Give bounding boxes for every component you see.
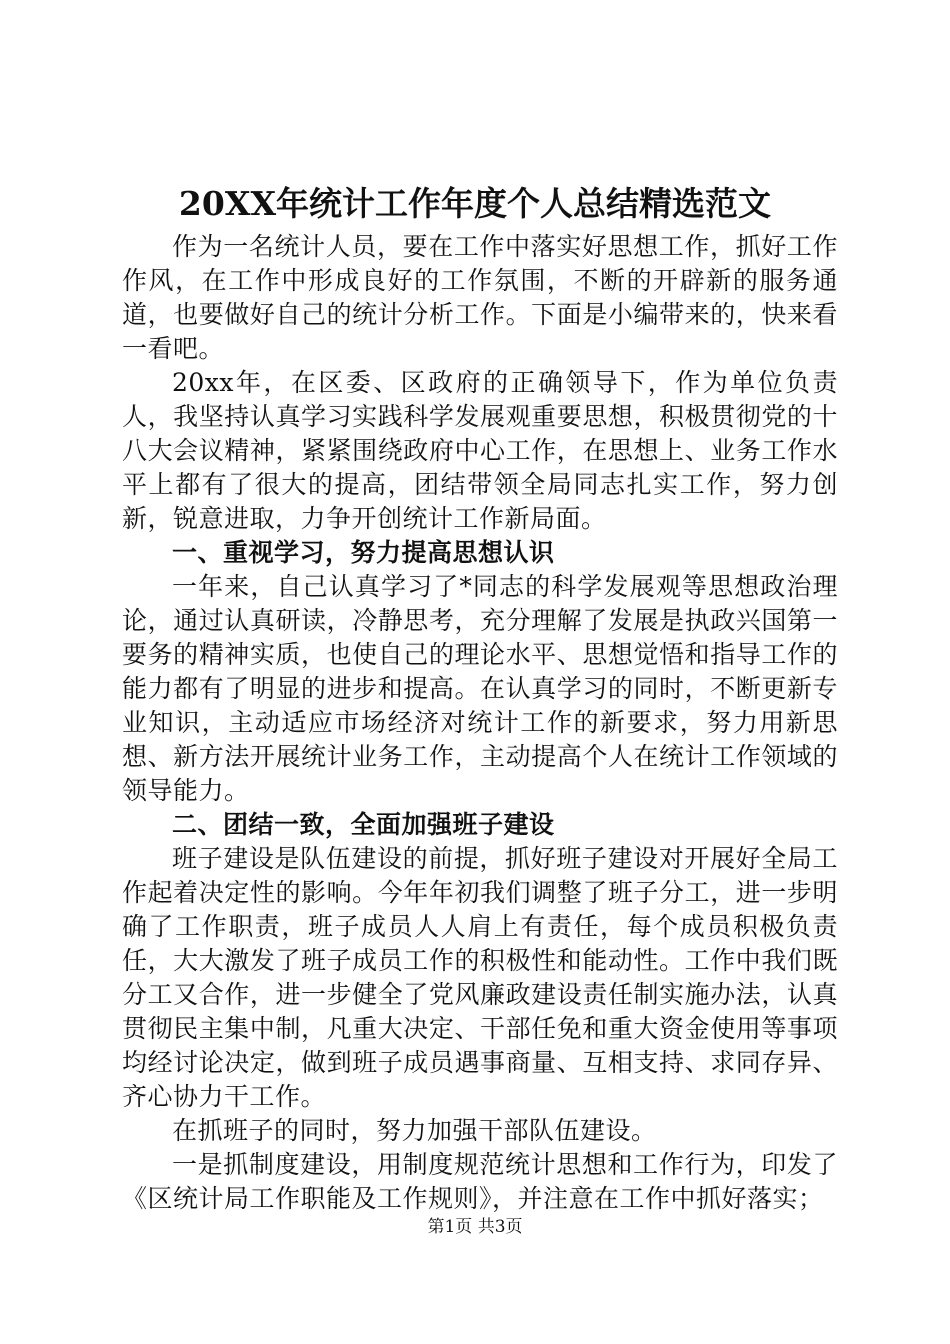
paragraph-system: 一是抓制度建设，用制度规范统计思想和工作行为，印发了《区统计局工作职能及工作规则》，并注意在工作中抓好落实； xyxy=(122,1150,838,1213)
document-body xyxy=(122,230,838,1216)
paragraph-intro: 作为一名统计人员，要在工作中落实好思想工作，抓好工作作风，在工作中形成良好的工作氛围，不断的开辟新的服务通道，也要做好自己的统计分析工作。下面是小编带来的，快来看一看吧。 xyxy=(122,232,838,363)
section-heading-1: 一、重视学习，努力提高思想认识 xyxy=(172,538,555,567)
paragraph-staff: 在抓班子的同时，努力加强干部队伍建设。 xyxy=(172,1116,657,1145)
page-footer: 第1页 共3页 xyxy=(427,1217,523,1237)
section-heading-2: 二、团结一致，全面加强班子建设 xyxy=(172,810,555,839)
document-title: 20XX年统计工作年度个人总结精选范文 xyxy=(178,184,772,223)
paragraph-team: 班子建设是队伍建设的前提，抓好班子建设对开展好全局工作起着决定性的影响。今年年初我们调整了班子分工，进一步明确了工作职责，班子成员人人肩上有责任，每个成员积极负责任，大大激发了班子成员工作的积极性和能动性。工作中我们既分工又合作，进一步健全了党风廉政建设责任制实施办法，认真贯彻民主集中制，凡重大决定、干部任免和重大资金使用等事项均经讨论决定，做到班子成员遇事商量、互相支持、求同存异、齐心协力干工作。 xyxy=(122,844,838,1111)
paragraph-study: 一年来，自己认真学习了*同志的科学发展观等思想政治理论，通过认真研读，冷静思考，充分理解了发展是执政兴国第一要务的精神实质，也使自己的理论水平、思想觉悟和指导工作的能力都有了明显的进步和提高。在认真学习的同时，不断更新专业知识，主动适应市场经济对统计工作的新要求，努力用新思想、新方法开展统计业务工作，主动提高个人在统计工作领域的领导能力。 xyxy=(122,572,838,805)
paragraph-overview: 20xx年，在区委、区政府的正确领导下，作为单位负责人，我坚持认真学习实践科学发展观重要思想，积极贯彻党的十八大会议精神，紧紧围绕政府中心工作，在思想上、业务工作水平上都有了很大的提高，团结带领全局同志扎实工作，努力创新，锐意进取，力争开创统计工作新局面。 xyxy=(122,368,838,533)
